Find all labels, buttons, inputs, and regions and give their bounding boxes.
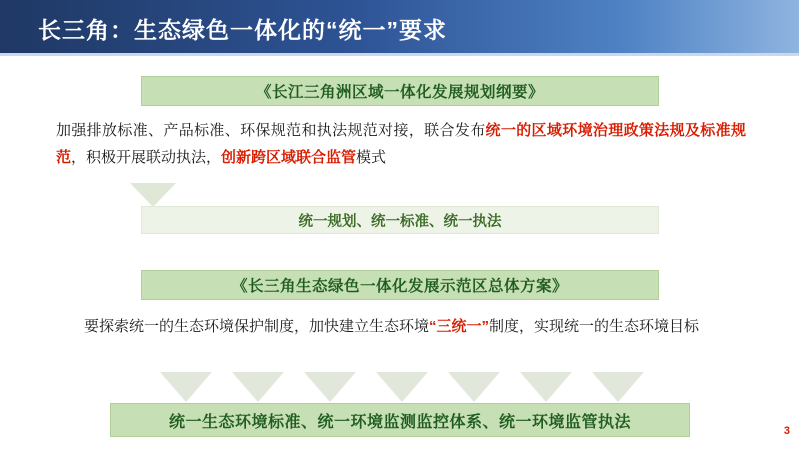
arrow-down-icon — [130, 183, 176, 207]
arrow-down-icon — [592, 372, 644, 402]
page-number: 3 — [783, 425, 790, 437]
paragraph-text-part: ，积极开展联动执法， — [71, 149, 222, 166]
section-one-heading: 《长江三角洲区域一体化发展规划纲要》 — [141, 76, 659, 106]
paragraph-highlight: “三统一” — [429, 318, 490, 335]
title-divider — [0, 53, 799, 56]
paragraph-text-part: 制度，实现统一的生态环境目标 — [489, 318, 700, 335]
section-two-paragraph — [84, 313, 714, 340]
arrow-down-icon — [520, 372, 572, 402]
page-title: 长三角：生态绿色一体化的“统一”要求 — [38, 17, 447, 43]
paragraph-highlight: 统一的区域环境治理政策法规及标准规范 — [56, 122, 746, 166]
arrow-down-icon — [160, 372, 212, 402]
arrow-down-icon — [448, 372, 500, 402]
paragraph-text-part: 加强排放标准、产品标准、环保规范和执法规范对接，联合发布 — [56, 122, 486, 139]
arrow-down-icon — [376, 372, 428, 402]
arrow-down-icon — [304, 372, 356, 402]
arrow-down-icon — [232, 372, 284, 402]
section-two-heading: 《长三角生态绿色一体化发展示范区总体方案》 — [141, 270, 659, 300]
paragraph-highlight: 创新跨区域联合监管 — [221, 149, 357, 166]
paragraph-text-part: 模式 — [356, 149, 387, 166]
section-one-summary: 统一规划、统一标准、统一执法 — [141, 206, 659, 234]
paragraph-text-part: 要探索统一的生态环境保护制度，加快建立生态环境 — [84, 318, 430, 335]
section-two-summary: 统一生态环境标准、统一环境监测监控体系、统一环境监管执法 — [110, 403, 690, 437]
section-one-paragraph — [56, 117, 746, 171]
